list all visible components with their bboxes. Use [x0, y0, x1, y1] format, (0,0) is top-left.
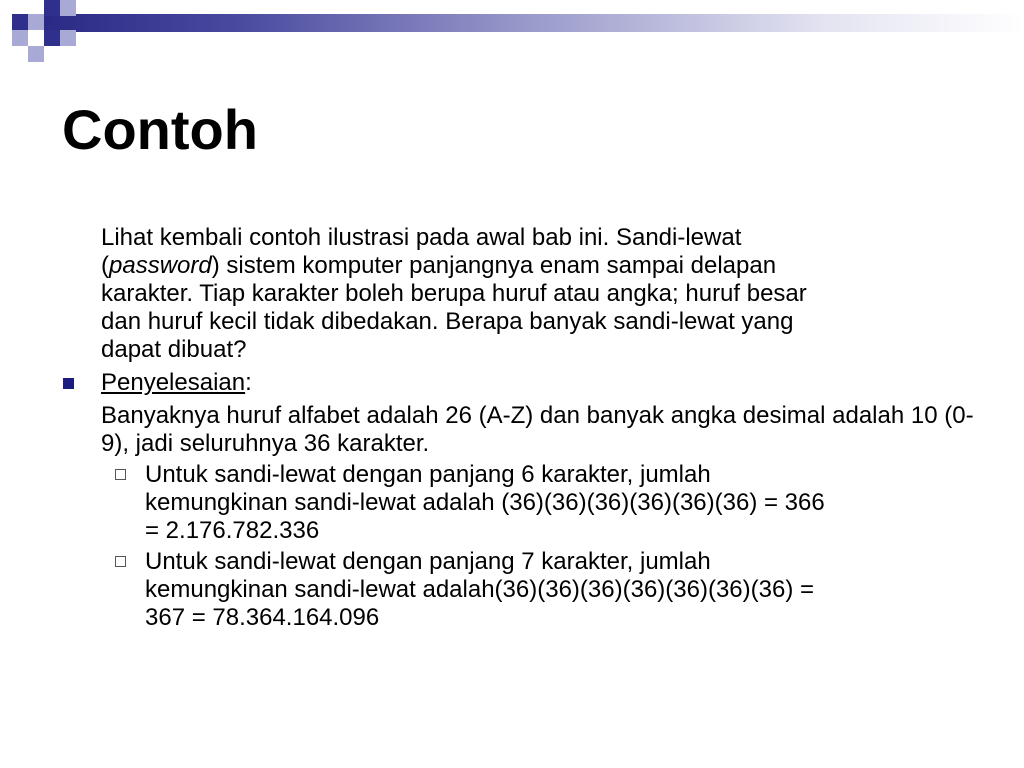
decor-square	[12, 14, 28, 30]
sub-item-line: 367 = 78.364.164.096	[145, 604, 380, 631]
hollow-square-bullet-icon	[115, 556, 126, 567]
solution-label: Penyelesaian	[101, 369, 246, 396]
decor-square	[28, 14, 44, 30]
sub-item	[145, 548, 975, 632]
solution-heading	[101, 369, 981, 397]
decor-square	[44, 30, 60, 46]
intro-password-word: password	[109, 252, 212, 279]
decor-square	[28, 46, 44, 62]
header-gradient-bar	[44, 14, 1024, 32]
slide-body	[0, 224, 1024, 632]
intro-line: Lihat kembali contoh ilustrasi pada awal bab ini. Sandi-lewat	[101, 224, 742, 251]
solution-colon: :	[245, 369, 252, 396]
sub-item-line: Untuk sandi-lewat dengan panjang 6 karakter, jumlah	[145, 461, 711, 488]
intro-line: dan huruf kecil tidak dibedakan. Berapa banyak sandi-lewat yang	[101, 308, 794, 335]
sub-item-line: kemungkinan sandi-lewat adalah(36)(36)(36)(36)(36)(36)(36) =	[145, 576, 814, 603]
intro-line: karakter. Tiap karakter boleh berupa huruf atau angka; huruf besar	[101, 280, 807, 307]
sub-item-line: kemungkinan sandi-lewat adalah (36)(36)(36)(36)(36)(36) = 366	[145, 489, 825, 516]
hollow-square-bullet-icon	[115, 469, 126, 480]
sub-item	[145, 461, 975, 545]
intro-line: dapat dibuat?	[101, 336, 247, 363]
intro-line: ) sistem komputer panjangnya enam sampai delapan	[211, 252, 777, 279]
slide-title: Contoh	[62, 98, 258, 161]
sub-item-line: Untuk sandi-lewat dengan panjang 7 karakter, jumlah	[145, 548, 711, 575]
decor-square	[44, 0, 60, 16]
solution-text: Banyaknya huruf alfabet adalah 26 (A-Z) dan banyak angka desimal adalah 10 (0-9), jadi seluruhnya 36 karakter.	[101, 402, 974, 457]
decor-square	[12, 30, 28, 46]
intro-paragraph	[101, 224, 981, 364]
intro-line: (	[101, 252, 109, 279]
sub-item-line: = 2.176.782.336	[145, 517, 320, 544]
decor-square	[60, 30, 76, 46]
decor-square	[60, 0, 76, 16]
square-bullet-icon	[63, 378, 74, 389]
